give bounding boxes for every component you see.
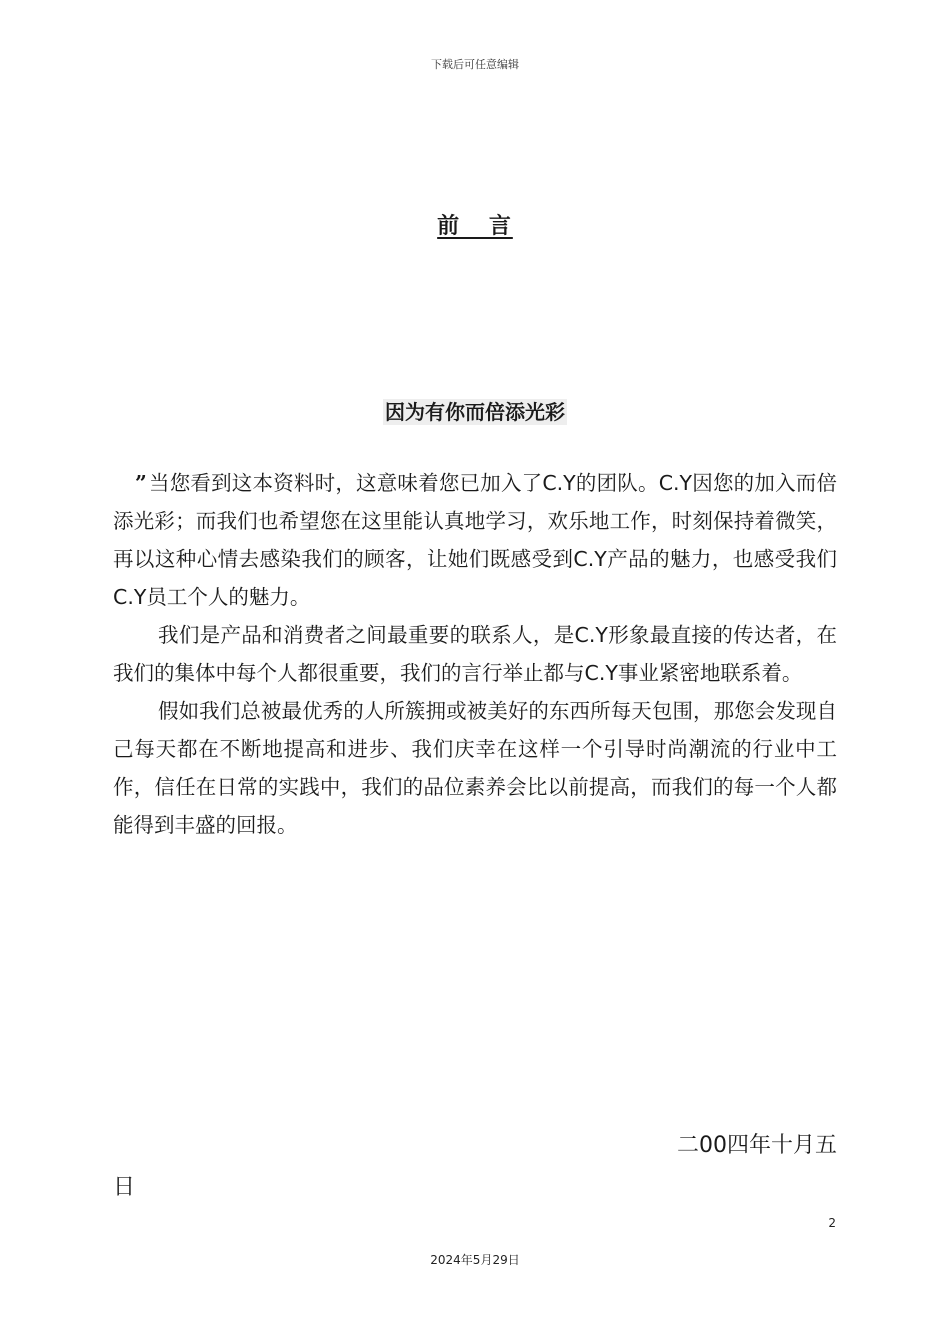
- signature-date-line-2: 日: [113, 1175, 136, 1200]
- footer-date: 2024年5月29日: [430, 1253, 520, 1267]
- header-note: 下载后可任意编辑: [431, 58, 519, 71]
- body-text: [113, 464, 837, 844]
- paragraph-1-text: 当您看到这本资料时，这意味着您已加入了C.Y的团队。C.Y因您的加入而倍添光彩；而我们也希望您在这里能认真地学习，欢乐地工作，时刻保持着微笑，再以这种心情去感染我们的顾客，让她们既感受到C.Y产品的魅力，也感受我们C.Y员工个人的魅力。: [113, 471, 837, 609]
- signature-date: [113, 1125, 837, 1209]
- page-number: 2: [828, 1216, 836, 1230]
- page-title-text: 前 言: [437, 214, 513, 239]
- quote-mark: ”: [135, 471, 147, 495]
- signature-date-line-1: 二00四年十月五: [677, 1133, 837, 1158]
- paragraph-3: 假如我们总被最优秀的人所簇拥或被美好的东西所每天包围，那您会发现自己每天都在不断地提高和进步、我们庆幸在这样一个引导时尚潮流的行业中工作，信任在日常的实践中，我们的品位素养会比以前提高，而我们的每一个人都能得到丰盛的回报。: [113, 699, 837, 837]
- paragraph-2: 我们是产品和消费者之间最重要的联系人，是C.Y形象最直接的传达者，在我们的集体中每个人都很重要，我们的言行举止都与C.Y事业紧密地联系着。: [113, 623, 837, 685]
- subtitle: [0, 396, 950, 425]
- page-title: [0, 209, 950, 240]
- subtitle-text: 因为有你而倍添光彩: [385, 400, 565, 424]
- paragraph-1: [113, 464, 837, 616]
